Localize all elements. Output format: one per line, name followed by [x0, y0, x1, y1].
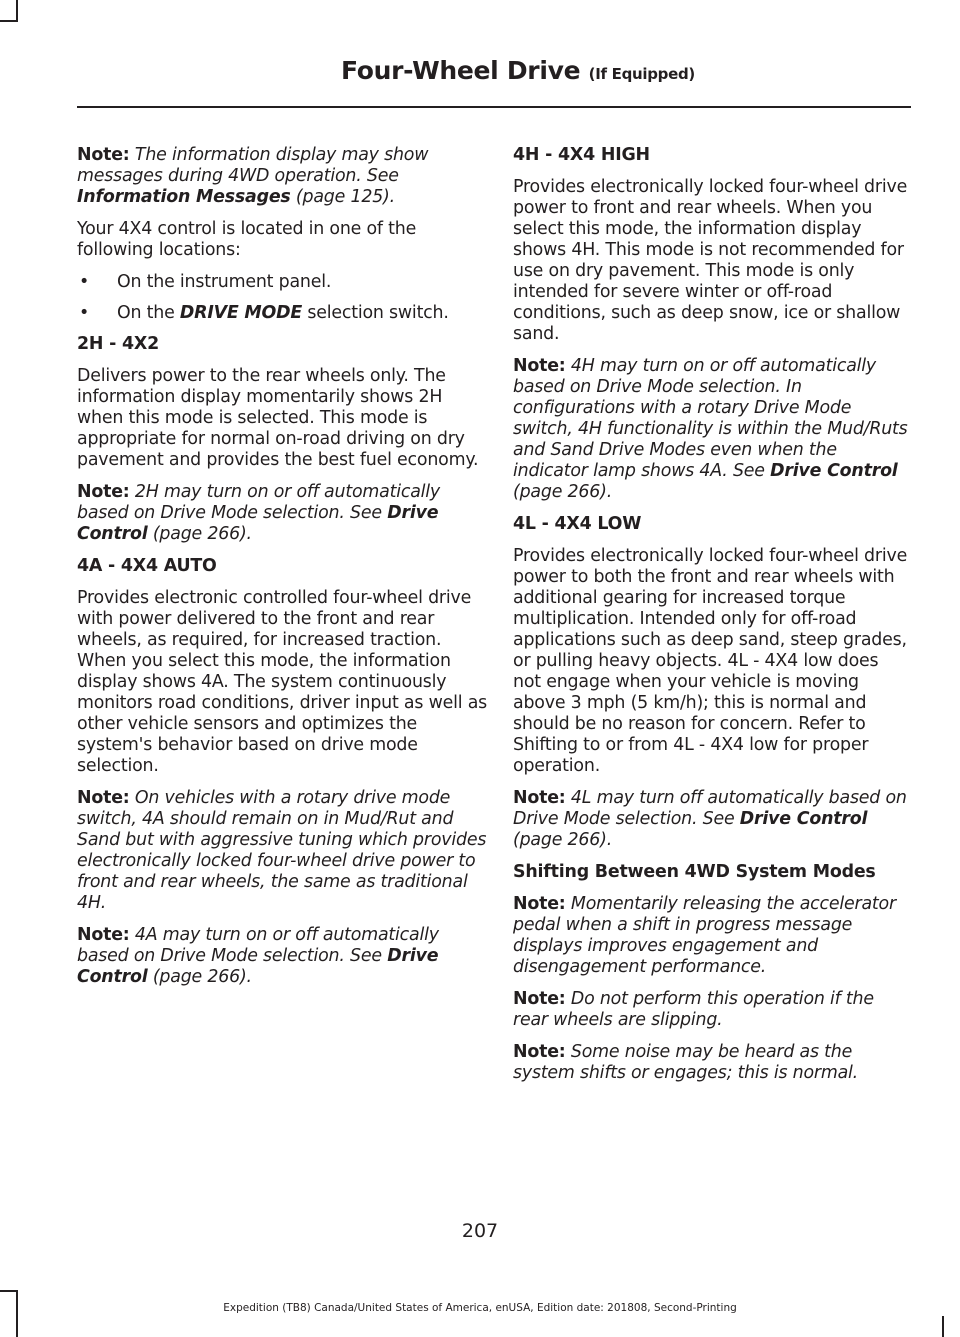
- heading-4a: 4A - 4X4 AUTO: [77, 556, 217, 576]
- footer-text: Expedition (TB8) Canada/United States of America, enUSA, Edition date: 201808, Second-Printing: [223, 1302, 737, 1314]
- list-item: • On the instrument panel.: [79, 272, 332, 292]
- crop-mark: [0, 1290, 18, 1292]
- list-item: • On the DRIVE MODE selection switch.: [79, 303, 449, 323]
- crop-mark: [0, 20, 18, 22]
- paragraph-4l: Provides electronically locked four-wheel drive power to both the front and rear wheels with additional gearing for increased torque multiplication. Intended only for off-road applications such as deep sand, steep grades, or pulling heavy objects. 4L - 4X4 low does not engage when your vehicle is moving above 3 mph (5 km/h); this is normal and should be no reason for concern. Refer to Shifting to or from 4L - 4X4 low for proper operation.: [513, 546, 908, 776]
- note-2h: Note: 2H may turn on or off automatically based on Drive Mode selection. See Drive Control (page 266).: [77, 482, 441, 544]
- heading-4l: 4L - 4X4 LOW: [513, 514, 642, 534]
- left-column: [77, 145, 490, 999]
- heading-4h: 4H - 4X4 HIGH: [513, 145, 650, 165]
- link-drive-control[interactable]: Drive Control: [77, 946, 439, 987]
- note-4l: Note: 4L may turn off automatically based on Drive Mode selection. See Drive Control (page 266).: [513, 788, 907, 850]
- note-noise: Note: Some noise may be heard as the system shifts or engages; this is normal.: [513, 1042, 859, 1083]
- crop-mark: [942, 1316, 944, 1337]
- note-info-messages: Note: The information display may show messages during 4WD operation. See Information Messages (page 125).: [77, 145, 429, 207]
- heading-shifting: Shifting Between 4WD System Modes: [513, 862, 876, 882]
- page-title-qualifier: (If Equipped): [588, 65, 695, 83]
- note-4a: Note: 4A may turn on or off automatically based on Drive Mode selection. See Drive Control (page 266).: [77, 925, 439, 987]
- note-slipping: Note: Do not perform this operation if the rear wheels are slipping.: [513, 989, 874, 1030]
- paragraph-4h: Provides electronically locked four-wheel drive power to front and rear wheels. When you select this mode, the information display shows 4H. This mode is not recommended for use on dry pavement. This mode is only intended for severe winter or off-road conditions, such as deep snow, ice or shallow sand.: [513, 177, 908, 344]
- link-drive-control[interactable]: Drive Control: [739, 809, 868, 829]
- link-information-messages[interactable]: Information Messages: [77, 187, 291, 207]
- page-title: [341, 56, 695, 85]
- page-title-main: Four-Wheel Drive: [340, 56, 581, 85]
- note-4a-rotary: Note: On vehicles with a rotary drive mode switch, 4A should remain on in Mud/Rut and Sand but with aggressive tuning which provides electronically locked four-wheel drive power to front and rear wheels, the same as traditional 4H.: [77, 788, 487, 913]
- link-drive-control[interactable]: Drive Control: [770, 461, 898, 481]
- intro-paragraph: Your 4X4 control is located in one of the following locations:: [77, 219, 417, 260]
- right-column: [513, 145, 909, 1095]
- note-4h: Note: 4H may turn on or off automatically based on Drive Mode selection. In configurations with a rotary Drive Mode switch, 4H functionality is within the Mud/Ruts and Sand Drive Modes even when the indicator lamp shows 4A. See Drive Control (page 266).: [513, 356, 908, 502]
- note-accelerator: Note: Momentarily releasing the accelerator pedal when a shift in progress message displays improves engagement and disengagement performance.: [513, 894, 896, 977]
- crop-mark: [16, 0, 18, 22]
- paragraph-2h: Delivers power to the rear wheels only. The information display momentarily shows 2H when this mode is selected. This mode is appropriate for normal on-road driving on dry pavement and provides the best fuel economy.: [77, 366, 479, 470]
- bullet-icon: •: [79, 303, 90, 323]
- header-divider: [77, 106, 911, 108]
- link-drive-control[interactable]: Drive Control: [77, 503, 439, 544]
- heading-2h: 2H - 4X2: [77, 334, 159, 354]
- bullet-icon: •: [79, 272, 90, 292]
- page-number: 207: [461, 1220, 499, 1242]
- paragraph-4a: Provides electronic controlled four-wheel drive with power delivered to the front and rear wheels, as required, for increased traction. When you select this mode, the information display shows 4A. The system continuously monitors road conditions, driver input as well as other vehicle sensors and optimizes the system's behavior based on drive mode selection.: [77, 588, 488, 776]
